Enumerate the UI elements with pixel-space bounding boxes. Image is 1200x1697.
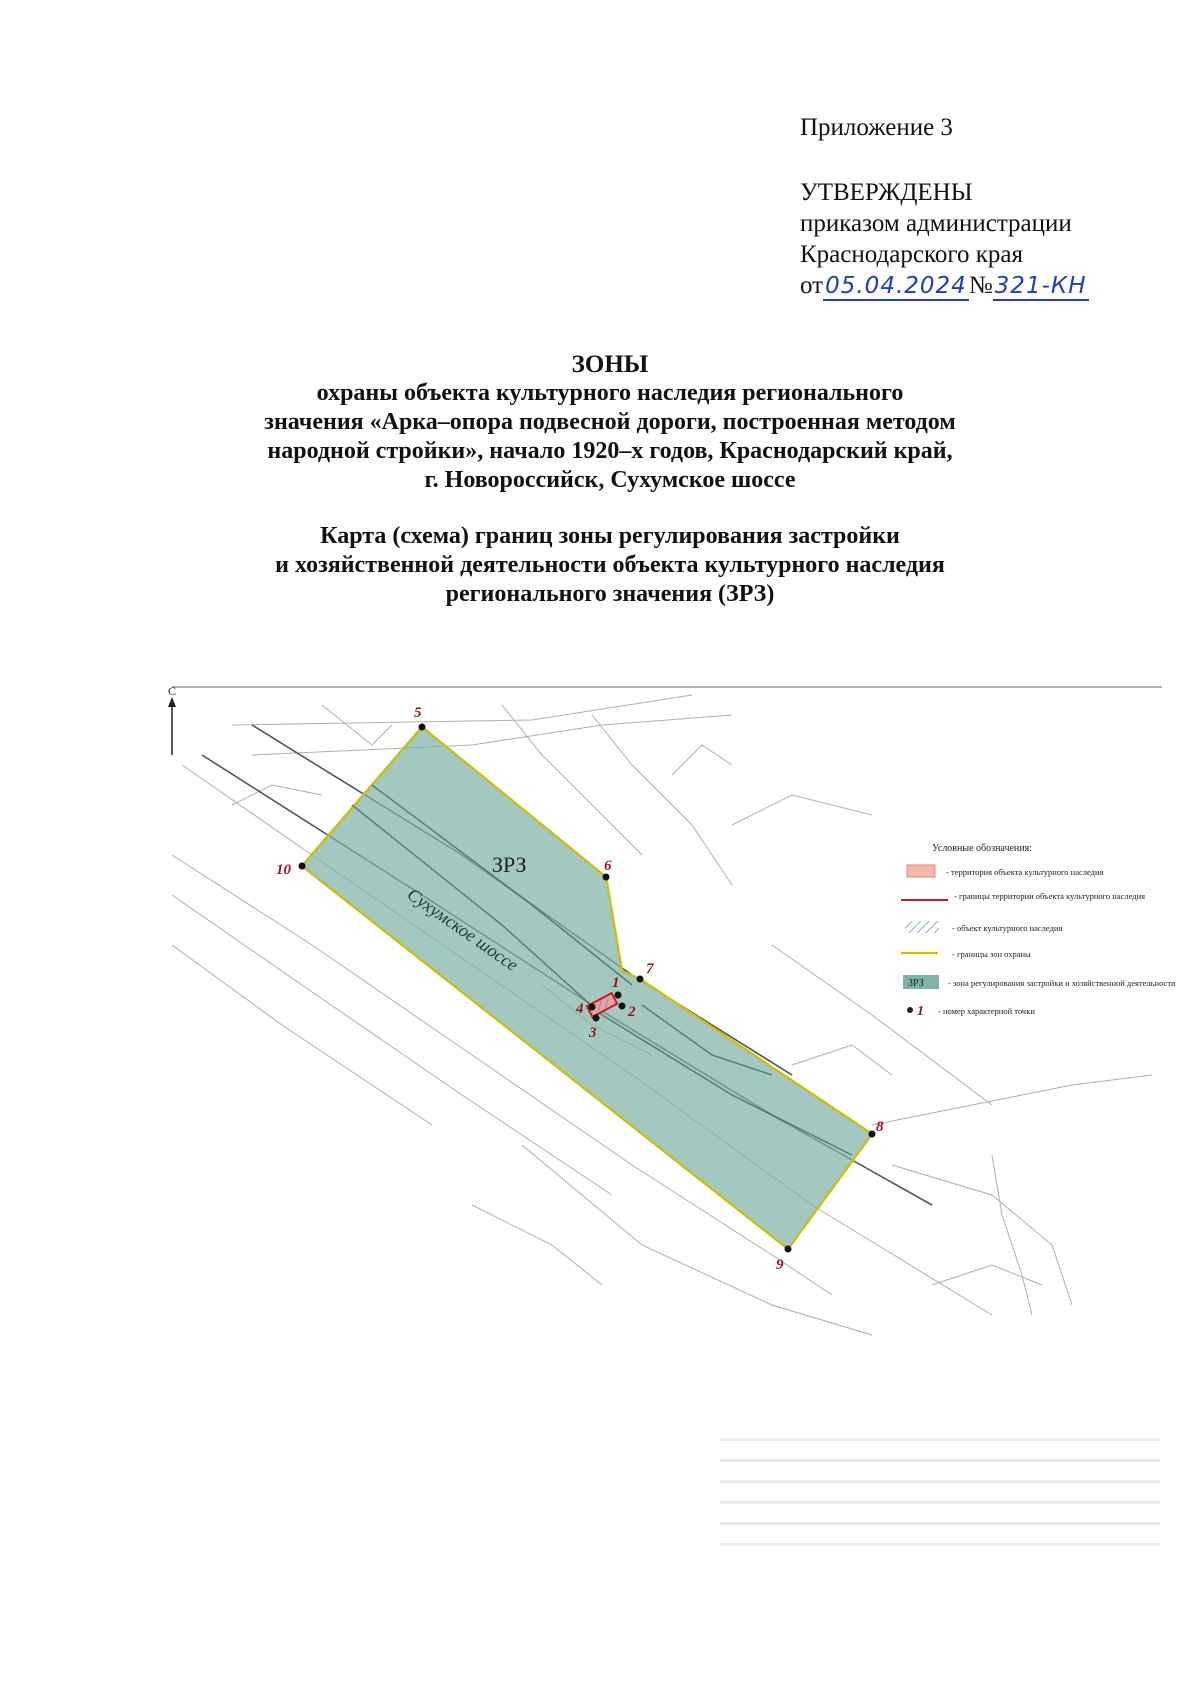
approval-line-2: Краснодарского края (800, 241, 1023, 268)
legend-territory-swatch (907, 865, 935, 877)
handwritten-date: 05.04.2024 (825, 273, 967, 299)
number-prefix: № (968, 272, 993, 299)
legend-territory-label: - территория объекта культурного наследия (946, 867, 1104, 877)
subtitle-line-2: значения «Арка–опора подвесной дороги, построенная методом (264, 409, 956, 435)
legend-point-dot (907, 1007, 913, 1013)
map-title-line-3: регионального значения (ЗРЗ) (445, 581, 775, 607)
point-10 (299, 863, 306, 870)
point-label-7: 7 (646, 961, 654, 977)
road-label: Сухумское шоссе (403, 883, 522, 976)
north-label: С (168, 684, 177, 698)
subtitle-line-1: охраны объекта культурного наследия регионального (316, 380, 904, 406)
approval-line-1: приказом администрации (800, 210, 1072, 237)
legend-zone-label: - зона регулирования застройки и хозяйственной деятельности (948, 978, 1176, 988)
legend-title: Условные обозначения: (932, 843, 1033, 854)
point-8 (869, 1131, 876, 1138)
legend-red-line-label: - границы территории объекта культурного наследия (954, 891, 1146, 901)
zone-label: ЗРЗ (492, 852, 527, 877)
point-label-10: 10 (276, 862, 291, 878)
point-9 (785, 1246, 792, 1253)
point-label-1: 1 (612, 975, 620, 991)
north-arrow-head (168, 697, 176, 707)
legend-zone-swatch-text: ЗРЗ (908, 978, 924, 989)
point-label-6: 6 (604, 858, 612, 874)
point-label-2: 2 (628, 1004, 636, 1020)
map-title-line-2: и хозяйственной деятельности объекта культурного наследия (275, 552, 945, 578)
reverse-side-show-through (720, 1420, 1160, 1680)
point-2 (619, 1003, 626, 1010)
point-label-5: 5 (414, 705, 422, 721)
legend-point-number: 1 (917, 1004, 924, 1019)
document-titles (180, 350, 1040, 609)
point-1 (615, 992, 622, 999)
point-7 (637, 976, 644, 983)
appendix-label: Приложение 3 (800, 114, 953, 141)
map-title-line-1: Карта (схема) границ зоны регулирования застройки (320, 523, 900, 549)
approval-date-line (800, 270, 1089, 302)
subtitle-line-4: г. Новороссийск, Сухумское шоссе (424, 467, 796, 493)
point-label-9: 9 (776, 1257, 784, 1273)
legend-yellow-line-label: - границы зон охраны (952, 949, 1031, 959)
legend-hatch-label: - объект культурного наследия (952, 923, 1063, 933)
from-prefix: от (800, 272, 824, 299)
legend (901, 843, 1176, 1019)
approved-label: УТВЕРЖДЕНЫ (800, 179, 973, 206)
point-4 (589, 1004, 596, 1011)
zone-map (168, 684, 1176, 1405)
point-6 (603, 874, 610, 881)
point-label-8: 8 (876, 1119, 884, 1135)
subtitle-line-3: народной стройки», начало 1920–х годов, Краснодарский край, (267, 438, 953, 464)
legend-point-label: - номер характерной точки (938, 1006, 1035, 1016)
legend-hatch-swatch (905, 921, 939, 933)
point-5 (419, 724, 426, 731)
handwritten-number: 321-КН (994, 273, 1087, 299)
point-label-3: 3 (589, 1025, 597, 1041)
point-label-4: 4 (576, 1001, 584, 1017)
title-main: ЗОНЫ (571, 351, 649, 378)
point-3 (593, 1015, 600, 1022)
zrz-zone-polygon (302, 727, 872, 1249)
approval-block (800, 112, 1089, 302)
